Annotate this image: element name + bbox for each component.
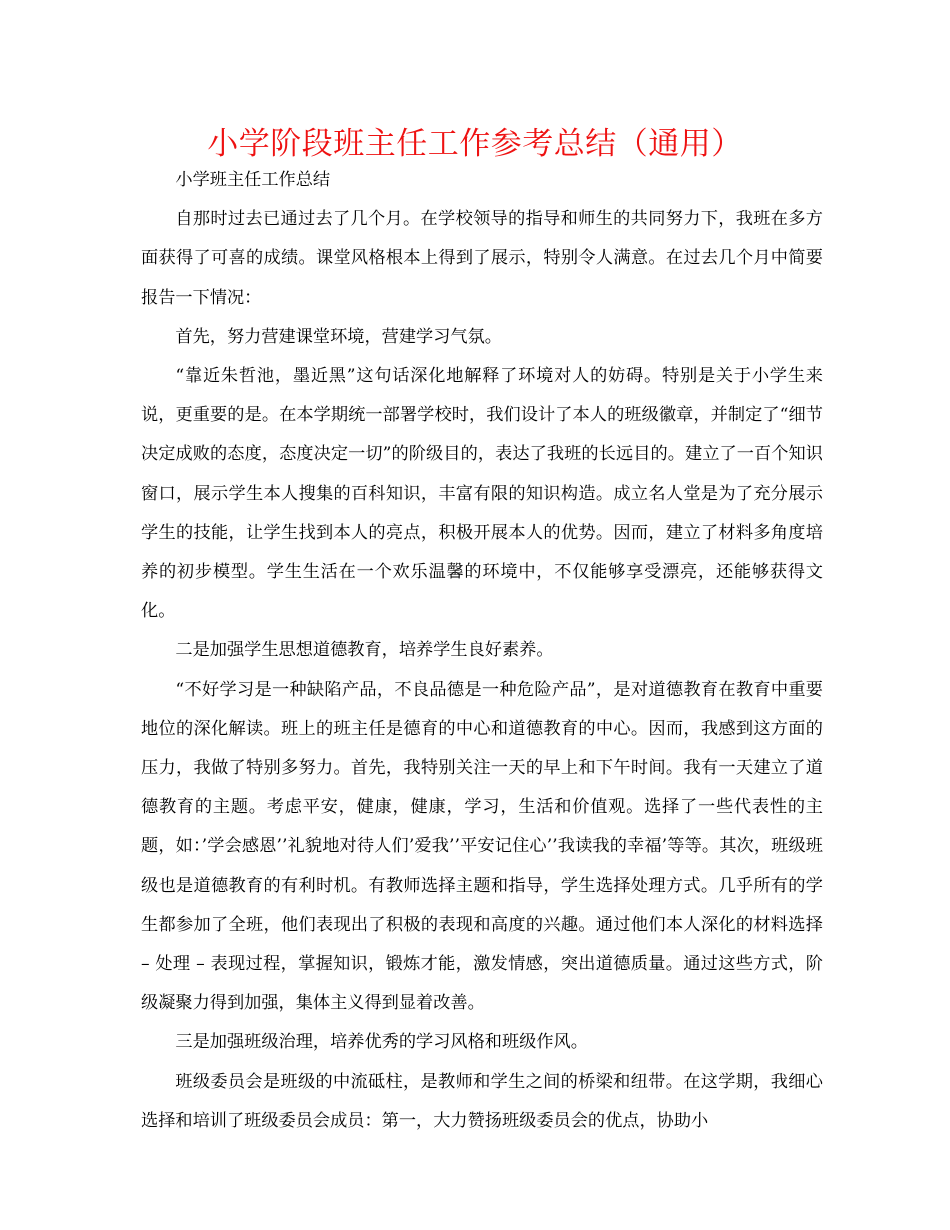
paragraph-intro: 自那时过去已通过去了几个月。在学校领导的指导和师生的共同努力下，我班在多方面获得了可喜的成绩。课堂风格根本上得到了展示，特别令人满意。在过去几个月中简要报告一下情况： [141, 209, 823, 308]
paragraph-environment: “靠近朱哲池，墨近黑”这句话深化地解释了环境对人的妨碍。特别是关于小学生来说，更重要的是。在本学期统一部署学校时，我们设计了本人的班级徽章，并制定了“细节决定成败的态度，态度决定一切”的阶级目的，表达了我班的长远目的。建立了一百个知识窗口，展示学生本人搜集的百科知识，丰富有限的知识构造。成立名人堂是为了充分展示学生的技能，让学生找到本人的亮点，积极开展本人的优势。因而，建立了材料多角度培养的初步模型。学生生活在一个欢乐温馨的环境中，不仅能够享受漂亮，还能够获得文化。 [141, 366, 823, 622]
document-title: 小学阶段班主任工作参考总结（通用） [207, 126, 743, 162]
heading-first: 首先，努力营建课堂环境，营建学习气氛。 [175, 326, 502, 347]
paragraph-class-committee: 班级委员会是班级的中流砥柱，是教师和学生之间的桥梁和纽带。在这学期，我细心选择和培训了班级委员会成员：第一，大力赞扬班级委员会的优点，协助小 [141, 1071, 823, 1131]
document-body [141, 161, 823, 1141]
heading-second: 二是加强学生思想道德教育，培养学生良好素养。 [175, 640, 554, 661]
heading-third: 三是加强班级治理，培养优秀的学习风格和班级作风。 [175, 1032, 588, 1053]
paragraph-moral-education: “不好学习是一种缺陷产品，不良品德是一种危险产品”，是对道德教育在教育中重要地位的深化解读。班上的班主任是德育的中心和道德教育的中心。因而，我感到这方面的压力，我做了特别多努力。首先，我特别关注一天的早上和下午时间。我有一天建立了道德教育的主题。考虑平安，健康，健康，学习，生活和价值观。选择了一些代表性的主题，如：’学会感恩’’礼貌地对待人们’爱我’’平安记住心’’我读我的幸福’等等。其次，班级班级也是道德教育的有利时机。有教师选择主题和指导，学生选择处理方式。几乎所有的学生都参加了全班，他们表现出了积极的表现和高度的兴趣。通过他们本人深化的材料选择 – 处理 – 表现过程，掌握知识，锻炼才能，激发情感，突出道德质量。通过这些方式，阶级凝聚力得到加强，集体主义得到显着改善。 [141, 679, 823, 1014]
section-subtitle: 小学班主任工作总结 [175, 170, 331, 190]
